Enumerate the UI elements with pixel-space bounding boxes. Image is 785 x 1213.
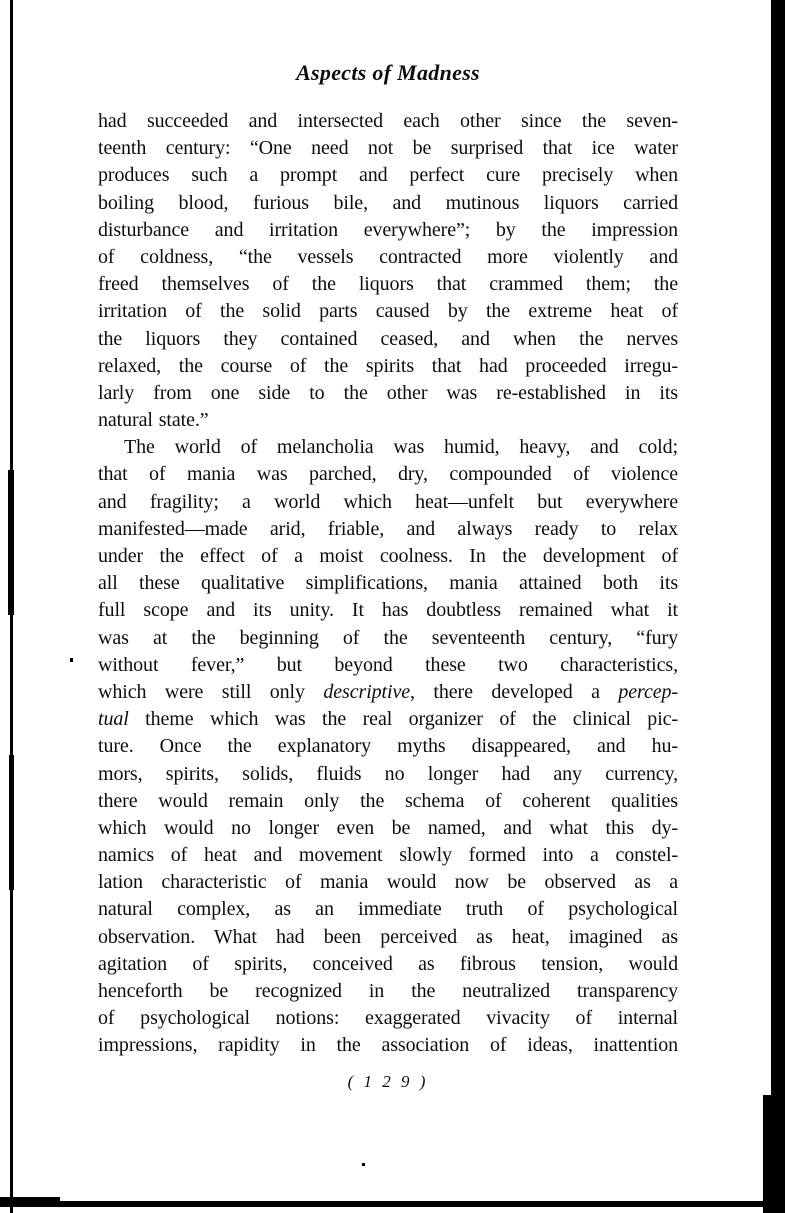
text-line xyxy=(98,951,678,978)
text-segment: relaxed, the course of the spirits that had proceeded irregu- xyxy=(98,354,678,377)
text-segment: disturbance and irritation everywhere”; by the impression xyxy=(98,218,678,241)
text-segment: that of mania was parched, dry, compounded of violence xyxy=(98,463,678,486)
text-line xyxy=(98,761,678,788)
scan-artifact-right-black-bar xyxy=(771,0,785,1213)
text-segment: irritation of the solid parts caused by the extreme heat of xyxy=(98,300,678,323)
text-segment: under the effect of a moist coolness. In the development of xyxy=(98,545,678,567)
text-line xyxy=(98,733,678,760)
text-line xyxy=(98,516,678,543)
text-line xyxy=(98,244,678,271)
text-segment: which were still only xyxy=(98,680,324,703)
text-line xyxy=(98,135,678,162)
text-line xyxy=(98,217,678,244)
text-segment: full scope and its unity. It has doubtless remained what it xyxy=(98,599,678,622)
text-line xyxy=(98,625,678,652)
text-line xyxy=(98,489,678,516)
scan-artifact-ink-speck xyxy=(70,658,73,662)
text-line xyxy=(98,896,678,923)
text-segment: henceforth be recognized in the neutralized transparency xyxy=(98,980,678,1002)
text-segment: teenth century: “One need not be surprised that ice water xyxy=(98,137,678,160)
text-segment: boiling blood, furious bile, and mutinous liquors carried xyxy=(98,191,678,214)
text-line xyxy=(98,298,678,325)
text-segment: theme which was the real organizer of the clinical pic- xyxy=(128,708,678,731)
text-line xyxy=(98,1005,678,1032)
text-line xyxy=(98,271,678,298)
text-segment: all these qualitative simplifications, mania attained both its xyxy=(98,572,678,595)
text-segment: mors, spirits, solids, fluids no longer had any currency, xyxy=(98,762,678,785)
text-line xyxy=(98,380,678,407)
text-line xyxy=(98,924,678,951)
text-line xyxy=(98,407,678,434)
text-segment: larly from one side to the other was re-established in its xyxy=(98,381,678,404)
text-segment: freed themselves of the liquors that crammed them; the xyxy=(98,273,678,296)
text-line xyxy=(98,679,678,706)
text-line xyxy=(98,543,678,570)
text-line xyxy=(98,162,678,189)
text-segment: observation. What had been perceived as heat, imagined as xyxy=(98,925,678,948)
scan-artifact-left-edge-thick xyxy=(9,755,14,890)
text-line xyxy=(98,570,678,597)
text-line xyxy=(98,788,678,815)
text-line xyxy=(98,815,678,842)
italic-text-segment: percep- xyxy=(618,680,678,703)
text-segment: produces such a prompt and perfect cure precisely when xyxy=(98,164,678,187)
text-segment: and fragility; a world which heat—unfelt but everywhere xyxy=(98,490,678,513)
text-segment: the liquors they contained ceased, and when the nerves xyxy=(98,327,678,350)
text-segment: natural complex, as an immediate truth of psychological xyxy=(98,898,678,921)
italic-text-segment: descriptive xyxy=(323,680,411,703)
text-segment: manifested—made arid, friable, and always ready to relax xyxy=(98,517,678,540)
text-segment: there would remain only the schema of coherent qualities xyxy=(98,789,678,812)
text-segment: , there developed a xyxy=(410,680,619,703)
italic-text-segment: tual xyxy=(98,708,129,731)
text-segment: ture. Once the explanatory myths disappeared, and hu- xyxy=(98,735,678,758)
text-segment: had succeeded and intersected each other since the seven- xyxy=(98,110,678,132)
scan-artifact-ink-speck xyxy=(362,1163,365,1166)
text-segment: agitation of spirits, conceived as fibrous tension, would xyxy=(98,952,678,975)
text-segment: was at the beginning of the seventeenth century, “fury xyxy=(98,626,678,649)
text-segment: lation characteristic of mania would now be observed as a xyxy=(98,871,678,894)
text-line xyxy=(98,108,678,135)
text-segment: natural state.” xyxy=(98,409,209,432)
text-segment: of psychological notions: exaggerated vivacity of internal xyxy=(98,1007,678,1030)
text-segment: of coldness, “the vessels contracted more violently and xyxy=(98,245,678,268)
text-segment: which would no longer even be named, and what this dy- xyxy=(98,816,678,839)
text-line xyxy=(98,326,678,353)
text-segment: impressions, rapidity in the association of ideas, inattention xyxy=(98,1034,678,1057)
text-segment: namics of heat and movement slowly formed into a constel- xyxy=(98,844,678,867)
page-number: ( 1 2 9 ) xyxy=(347,1072,429,1091)
text-line xyxy=(98,353,678,380)
text-line xyxy=(98,978,678,1005)
text-line xyxy=(98,190,678,217)
text-line xyxy=(98,842,678,869)
text-line xyxy=(98,1032,678,1059)
scan-artifact-left-edge-thick xyxy=(8,470,14,615)
scan-artifact-bottom-rule-left xyxy=(0,1197,60,1203)
text-line xyxy=(98,461,678,488)
text-segment: The world of melancholia was humid, heavy, and cold; xyxy=(124,436,678,459)
scan-artifact-bottom-rule xyxy=(0,1201,785,1207)
text-line xyxy=(98,706,678,733)
text-segment: without fever,” but beyond these two characteristics, xyxy=(98,653,678,676)
running-header: Aspects of Madness xyxy=(296,60,480,85)
text-body xyxy=(98,108,678,1060)
text-line xyxy=(98,434,678,461)
scan-artifact-right-bar-wide xyxy=(763,1095,775,1213)
text-line xyxy=(98,869,678,896)
text-line xyxy=(98,652,678,679)
text-line xyxy=(98,597,678,624)
